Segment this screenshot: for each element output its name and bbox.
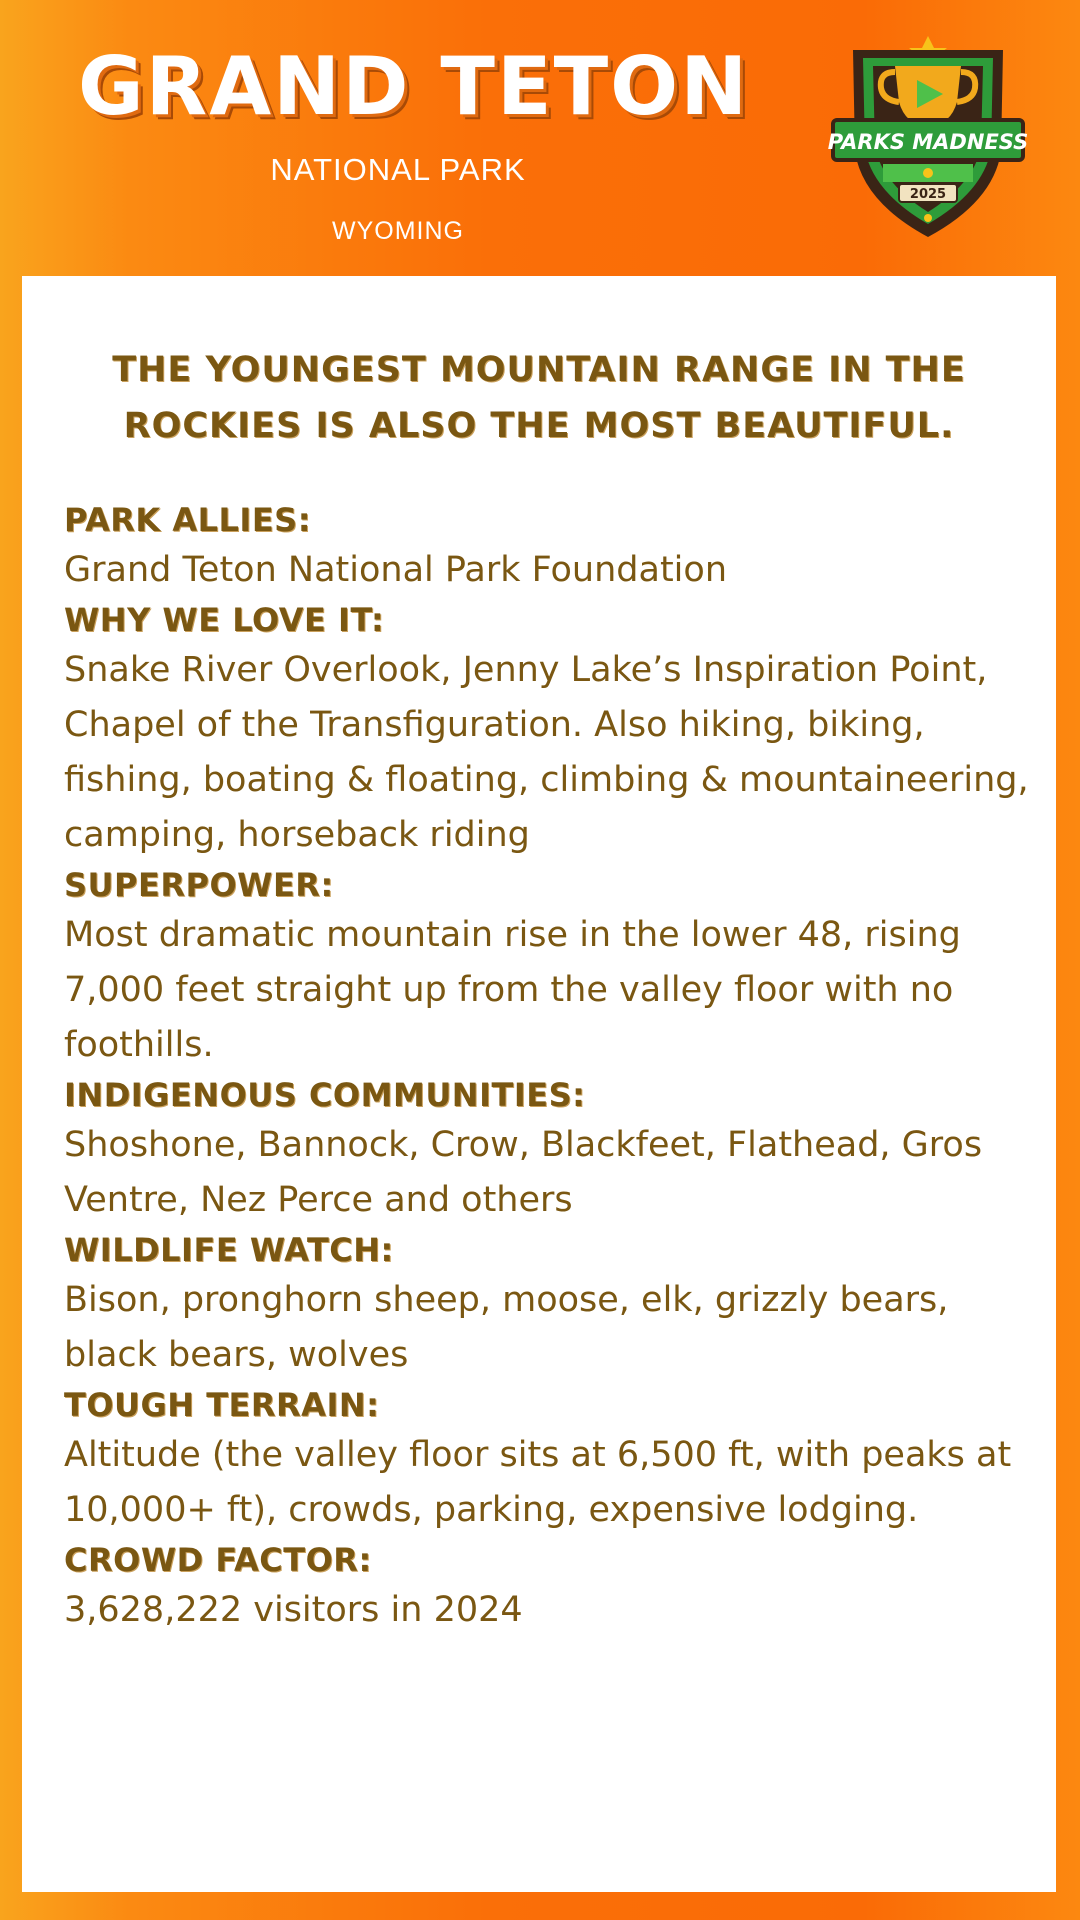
- header: [0, 0, 1080, 275]
- section-body-park-allies: Grand Teton National Park Foundation: [64, 550, 728, 590]
- tagline: [22, 342, 1056, 454]
- section-heading-why-we-love-it: WHY WE LOVE IT:: [64, 601, 385, 639]
- section-body-crowd-factor: 3,628,222 visitors in 2024: [64, 1590, 523, 1630]
- section-body-indigenous-communities: Shoshone, Bannock, Crow, Blackfeet, Flathead, Gros Ventre, Nez Perce and others: [64, 1125, 983, 1220]
- section-heading-tough-terrain: TOUGH TERRAIN:: [64, 1386, 380, 1424]
- section-body-tough-terrain: Altitude (the valley floor sits at 6,500 ft, with peaks at 10,000+ ft), crowds, parking, expensive lodging.: [64, 1435, 1012, 1530]
- trophy-badge-icon: [823, 32, 1033, 242]
- park-state: WYOMING: [332, 217, 464, 245]
- svg-text:PARKS MADNESS: PARKS MADNESS: [827, 130, 1029, 154]
- parks-madness-logo: [823, 32, 1033, 242]
- sections: [64, 498, 1044, 1638]
- section-heading-wildlife-watch: WILDLIFE WATCH:: [64, 1231, 394, 1269]
- section-heading-park-allies: PARK ALLIES:: [64, 501, 312, 539]
- tagline-line-2: ROCKIES IS ALSO THE MOST BEAUTIFUL.: [123, 406, 955, 446]
- section-heading-crowd-factor: CROWD FACTOR:: [64, 1541, 372, 1579]
- park-title: GRAND TETON: [78, 40, 750, 133]
- park-subtitle: NATIONAL PARK: [270, 152, 526, 187]
- section-heading-superpower: SUPERPOWER:: [64, 866, 334, 904]
- section-heading-indigenous-communities: INDIGENOUS COMMUNITIES:: [64, 1076, 586, 1114]
- info-card: [22, 276, 1056, 1892]
- section-body-why-we-love-it: Snake River Overlook, Jenny Lake’s Inspiration Point, Chapel of the Transfiguration. Also hiking, biking, fishing, boating & floating, climbing & mountaineering, camping, horseback riding: [64, 650, 1029, 855]
- section-body-superpower: Most dramatic mountain rise in the lower 48, rising 7,000 feet straight up from the valley floor with no foothills.: [64, 915, 961, 1065]
- section-body-wildlife-watch: Bison, pronghorn sheep, moose, elk, grizzly bears, black bears, wolves: [64, 1280, 949, 1375]
- tagline-line-1: THE YOUNGEST MOUNTAIN RANGE IN THE: [112, 350, 966, 390]
- svg-text:2025: 2025: [909, 187, 947, 202]
